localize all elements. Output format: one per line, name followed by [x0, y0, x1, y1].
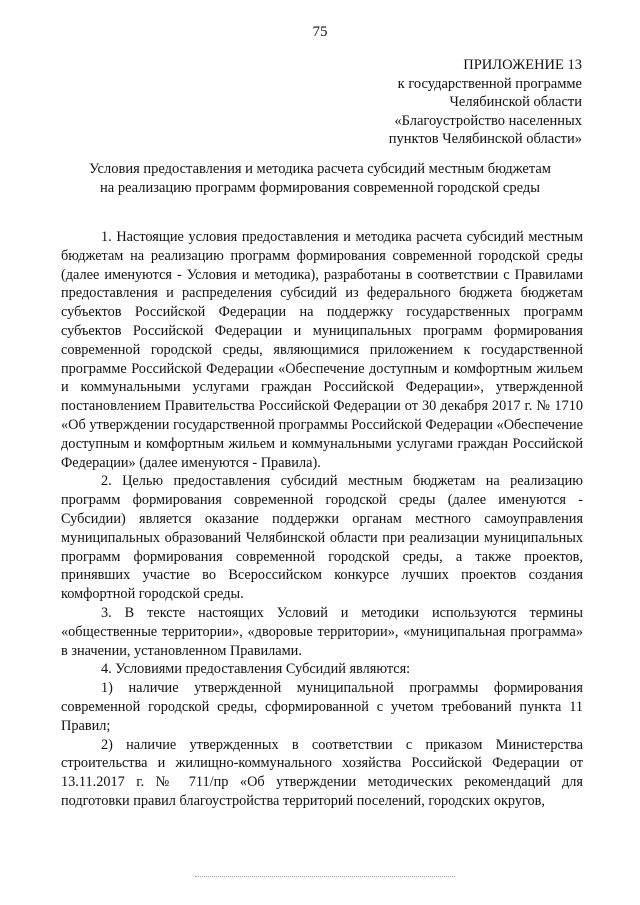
appendix-title: ПРИЛОЖЕНИЕ 13: [463, 57, 582, 73]
document-title: [40, 160, 600, 198]
paragraph: 4. Условиями предоставления Субсидий являются:: [101, 661, 411, 678]
document-title-line: на реализацию программ формирования современной городской среды: [100, 180, 540, 196]
appendix-header: [360, 56, 582, 149]
appendix-line: к государственной программе: [397, 75, 582, 92]
document-title-line: Условия предоставления и методика расчета субсидий местным бюджетам: [89, 161, 551, 177]
paragraph: 1. Настоящие условия предоставления и методика расчета субсидий местным бюджетам на реализацию программ формирования современной городской среды (далее именуются - Условия и методика), разработаны в соответствии с Правилами предоставления и распределения субсидий из федерального бюджета бюджетам субъектов Российской Федерации на поддержку государственных программ субъектов Российской Федерации и муниципальных программ формирования современной городской среды, являющимися приложением к государственной программе Российской Федерации «Обеспечение доступным и комфортным жильем и коммунальными услугами граждан Российской Федерации», утвержденной постановлением Правительства Российской Федерации от 30 декабря 2017 г. № 1710 «Об утверждении государственной программы Российской Федерации «Обеспечение доступным и комфортным жильем и коммунальными услугами граждан Российской Федерации» (далее именуются - Правила).: [61, 229, 583, 471]
appendix-line: «Благоустройство населенных: [394, 112, 582, 129]
paragraph: 2. Целью предоставления субсидий местным бюджетам на реализацию программ формирования современной городской среды (далее именуются - Субсидии) является оказание поддержки органам местного самоуправления муниципальных образований Челябинской области при реализации муниципальных программ формирования современной городской среды, а также проектов, принявших участие во Всероссийском конкурсе лучших проектов создания комфортной городской среды.: [61, 473, 583, 603]
footer-divider: [195, 876, 455, 877]
paragraph: 2) наличие утвержденных в соответствии с приказом Министерства строительства и жилищно-коммунального хозяйства Российской Федерации от 13.11.2017 г. № 711/пр «Об утверждении методических рекомендаций для подготовки правил благоустройства территорий поселений, городских округов,: [61, 736, 583, 809]
page-number: 75: [312, 24, 328, 40]
paragraph: 3. В тексте настоящих Условий и методики используются термины «общественные территории», «дворовые территории», «муниципальная программа» в значении, установленном Правилами.: [61, 604, 583, 659]
appendix-line: пунктов Челябинской области»: [388, 131, 582, 147]
paragraph: 1) наличие утвержденной муниципальной программы формирования современной городской среды, сформированной с учетом требований пункта 11 Правил;: [61, 680, 583, 734]
appendix-line: Челябинской области: [449, 94, 582, 110]
document-body: [61, 228, 583, 811]
